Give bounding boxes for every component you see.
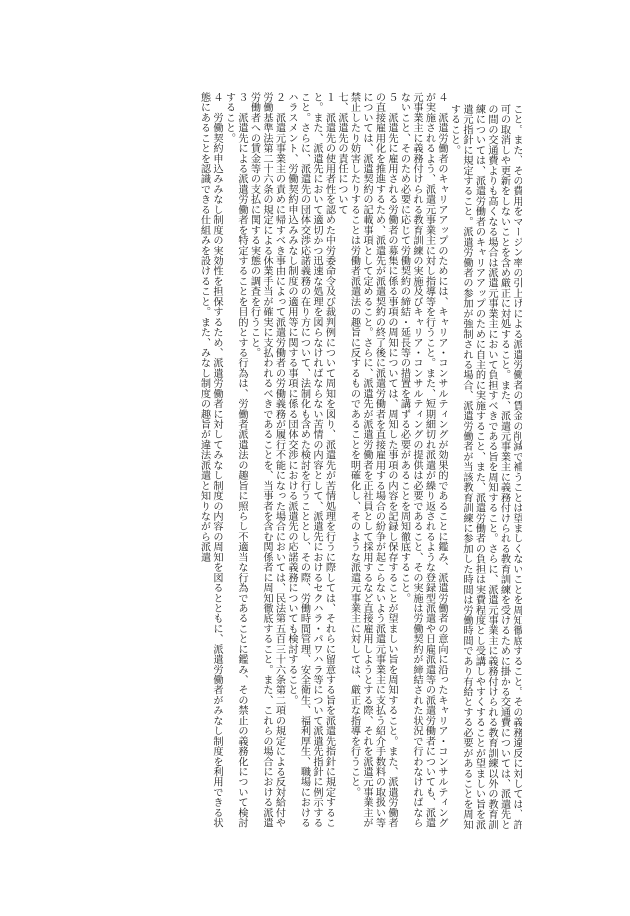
paragraph-item-4b: ４ 労働契約申込みみなし制度の実効性を担保するため、派遣労働者に対してみなし制度の内容の周知を図るとともに、派遣労働者がみなし制度を利用できる状態にあることを認識できる仕組みを設けること。また、みなし制度の趣旨が違法派遣と知りながら派遣 bbox=[198, 92, 222, 828]
paragraph-item-1: １ 派遣先の使用者性を認めた中労委命令及び裁判例について周知を図り、派遣先が苦情処理を行うに際しては、それらに留意する旨を派遣先指針に規定すること。また、派遣先において適切かつ迅速な処理を図らなければならない苦情の内容として、派遣先におけるセクハラ・パワハラ等について派遣先指針に例示すること。さらに、派遣先の団体交渉応諾義務の在り方について、法制化も含めた検討を行うこととし、その際、労働時間管理、安全衛生、福利厚生、職場におけるハラスメント、労働契約申込みみなし制度の適用等に関する事項に係る団体交渉における派遣先の応諾義務についても検討すること。 bbox=[286, 92, 335, 828]
paragraph-continuation: こと。また、その費用をマージン率の引上げによる派遣労働者の賃金の削減で補うことは望ましくないことを周知徹底すること。その義務違反に対しては、許可の取消しや更新をしないことを含め厳正に対処すること。また、派遣元事業主に義務付けられる教育訓練を受けるために掛かる交通費については、派遣先との間の交通費よりも高くなる場合は派遣元事業主において負担すべきである旨を周知すること。さらに、派遣元事業主に義務付けられる教育訓練以外の教育訓練については、派遣労働者のキャリアアップのために自主的に実施すること、また、派遣労働者の負担は実費程度とし受講しやすくすることが望ましい旨を派遣元指針に規定すること。派遣労働者の参加が強制される場合、派遣労働者が当該教育訓練に参加した時間は労働時間であり有給とする必要があることを周知すること。 bbox=[448, 104, 522, 830]
paragraph-item-2: ２ 派遣元事業主の責めに帰すべき事由によって派遣労働者の労働義務が履行不能になった場合においては、民法第五百三十六条第二項の規定による反対給付や労働基準法第二十六条の規定による休業手当が確実に支払われるべきであることを、当事者を含む関係者に周知徹底すること。また、これらの場合における派遣労働者への賃金等の支払に関する実態の調査を行うこと。 bbox=[248, 92, 285, 828]
paragraph-item-5: ５ 派遣先に雇用される労働者の募集に係る事項の周知については、周知した事項の内容を記録し保存することが望ましい旨を周知すること。また、派遣労働者の直接雇用化を推進するため、派遣先が派遣契約の終了後に派遣労働者を直接雇用する場合の紛争が起こらないよう派遣元事業主に支払う紹介手数料の取扱い等については、派遣契約の記載事項として定めること。さらに、派遣先が派遣労働者を正社員として採用するなど直接雇用しようとする際、それを派遣元事業主が禁止したり妨害したりすることは労働者派遣法の趣旨に反するものであることを明確化し、そのような派遣元事業主に対しては、厳正な指導を行うこと。 bbox=[348, 92, 397, 828]
paragraph-item-4: ４ 派遣労働者のキャリアアップのためには、キャリア・コンサルティングが効果的であることに鑑み、派遣労働者の意向に沿ったキャリア・コンサルティングが実施されるよう、派遣元事業主に対し指導等を行うこと。また、短期細切れ派遣が繰り返されるような登録型派遣や日雇派遣等の派遣労働者についても、派遣元事業主に義務付けられる教育訓練の実施及びキャリア・コンサルティングの提供は必要であること、その実施は労働契約が締結された状況で行わなければならないこと、そのため必要に応じて労働契約の締結・延長等の措置を講ずる必要があることを周知徹底すること。 bbox=[398, 92, 447, 828]
paragraph-item-3: ３ 派遣先による派遣労働者を特定することを目的とする行為は、労働者派遣法の趣旨に照らし不適当な行為であることに鑑み、その禁止の義務化について検討すること。 bbox=[223, 92, 247, 828]
section-heading-7: 七、派遣先の責任について bbox=[336, 92, 347, 215]
vertical-text-body bbox=[82, 92, 522, 832]
